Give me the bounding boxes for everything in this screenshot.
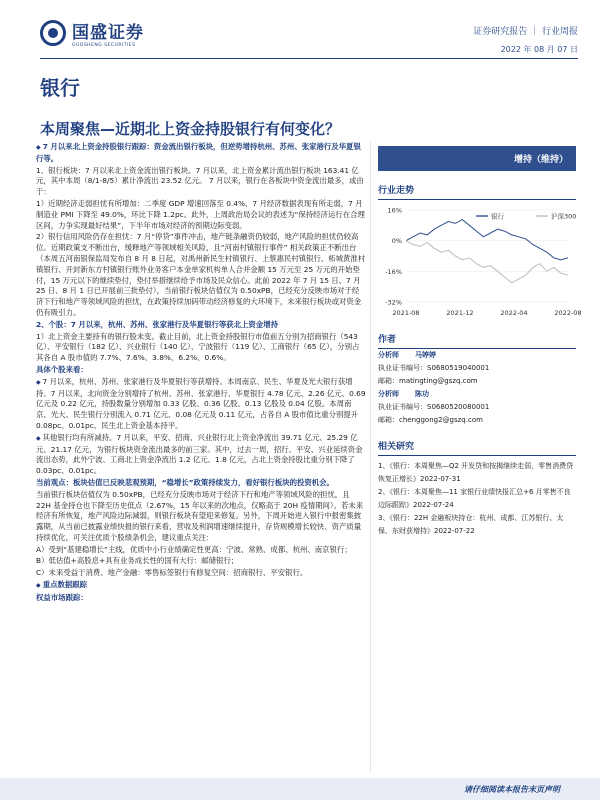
analyst1-role: 分析师 [378,351,399,359]
logo-name-cn: 国盛证券 [72,23,144,43]
legend-label: 银行 [491,212,504,221]
legend-label: 沪深300 [551,212,577,221]
y-tick-label: 0% [391,237,402,246]
y-tick-label: -32% [385,298,402,307]
page-header [0,0,600,64]
analyst2-name: 陈功 [415,390,429,398]
series-line [406,220,568,260]
report-type: 证券研究报告 ｜ 行业周报 [473,27,578,37]
x-tick-label: 2022-08 [554,309,582,317]
rating-badge: 增持（维持） [378,146,576,171]
view-heading: 当前观点：板块估值已反映悲观预期，“稳增长”政策持续发力，看好银行板块的投资机会。 [36,477,334,487]
analyst2-email[interactable]: 邮箱：chenggong2@gszq.com [378,416,483,424]
report-date: 2022 年 08 月 07 日 [500,45,578,54]
recommend-b: B）低估值+高股息+具有业务成长性的国有大行：邮储银行； [36,556,239,566]
trend-title: 行业走势 [378,183,576,200]
analyst2-cert: 执业证书编号：S0680520080001 [378,403,490,411]
brand-logo [40,18,144,48]
column-divider [370,142,371,772]
data-tracking-heading: ◆ 重点数据跟踪 [36,580,366,592]
related-item[interactable]: 1、《银行：本周聚焦—Q2 开发贷和按揭继续走弱，零售消费贷恢复正增长》2022-07-31 [378,462,574,483]
trend-chart-svg [378,200,582,320]
stocks-subheading: 具体个股来看： [36,364,88,374]
analyst1-email[interactable]: 邮箱：matingting@gszq.com [378,377,478,385]
paragraph-increase: ◆ 7 月以来，杭州、苏州、张家港行及华夏银行等获增持。本周南京、民生、华夏及光大银行获增持。7 月以来，北向资金分别增持了杭州、苏州、张家港行、华夏银行 4.78 亿元、2.26 亿元、0.69 亿元及 0.22 亿元，持股数量分别增加 0.33 亿股、0.36 亿股、0.13 亿股及 0.04 亿股。本周南京、光大、民生银行分别流入 0.71 亿元、0.08 亿元及 0.11 亿元，占各自 A 股市值比重分别提升 0.08pc、0.01pc。民生北上资金基本持平。 [36,377,366,432]
recommend-a: A）受到“基建稳增长”主线，优质中小行业绩确定性更高：宁波、常熟、成都、杭州、南京银行； [36,544,352,554]
recommend-c: C）未来受益于消费、地产金融：零售标签银行有修复空间：招商银行、平安银行。 [36,568,308,578]
logo-name-en: GUOSHENG SECURITIES [72,43,136,48]
paragraph-macro: 1）近期经济走弱担忧有所增加：二季度 GDP 增速回落至 0.4%、7 月经济数据表现有所走弱，7 月制造业 PMI 下降至 49.0%，环比下降 1.2pc。此外，上周政治局会议的表述为“保持经济运行在合理区间，力争实现最好结果”，下半年市场对经济的预期边际变弱。 [36,198,365,230]
author-title: 作者 [378,332,576,349]
paragraph-view: 当前银行板块估值仅为 0.50xPB，已经充分反映市场对于经济下行和地产等领域风险的担忧，且 22H 基金持仓也下降至历史低点（2.67%，15 年以来的次地点，仅略高于 20H 疫情期间）。若未来经济有所恢复，地产风险边际减弱，则银行板块有望迎来修复。另外，下周开始进入银行中报密集披露期，从当前已披露业绩快报的银行来看，营收及利润增速继续提升，存贷规模增长较快、资产质量持续优化，可关注优质个股绩条机会，建议重点关注： [36,489,364,542]
paragraph-credit-risk: 2）银行信用风险仍存在担忧：7 月“停贷”事件冲击，地产链条融资仍较弱，地产风险的担忧仍较高位。近期政策支不断出台，缓释地产等领域相关风险，且“河南村镇银行事件” 相关政策正不断出台（本周五河南银保监局发布自 8 月 8 日起，对禹州新民生村镇银行、上蔡惠民村镇银行、柘城黄淮村镇银行、开封新东方村镇银行账外业务客户本金单家机构单人合并金额 15 万元至 25 万元的开始垫付，15 万元以下的继续垫付，垫付举措继续给予市场及民众信心。此前 2022 年 7 月 15 日、7 月 25 日、8 月 1 日已开展前三批垫付），当前银行板块估值仅为 0.50xPB，已经充分反映市场对于经济下行和地产等领域风险的担忧，在政策持续加码带动经济修复的大环境下，未来银行板块或对资金仍有吸引力。 [36,232,366,317]
header-divider [40,58,578,59]
related-title: 相关研究 [378,439,576,456]
x-tick-label: 2022-04 [500,309,528,317]
paragraph-sector: 1、银行板块：7 月以来北上资金流出银行板块。7 月以来，北上资金累计流出银行板块 163.41 亿元，其中本周（8/1-8/5）累计净流出 23.52 亿元。 7 月以来，银行在各板块中资金流出最多，或由于： [36,165,364,197]
footer-disclaimer: 请仔细阅读本报告末页声明 [464,785,560,794]
page-footer [0,778,600,800]
equity-tracking-heading: 权益市场跟踪： [36,592,88,602]
industry-name: 银行 [40,76,80,100]
trend-chart [378,200,582,320]
analyst2-role: 分析师 [378,390,399,398]
summary-heading: ◆ 7 月以来北上资金持股银行跟踪：资金流出银行板块，但逆势增持杭州、苏州、张家港行及华夏银行等。 [36,142,366,165]
report-body [36,142,366,605]
sidebar [378,146,582,538]
x-tick-label: 2021-12 [446,309,474,317]
y-tick-label: -16% [385,267,402,276]
y-tick-label: 16% [387,206,402,215]
related-item[interactable]: 3、《银行：22H 金融板块持仓：杭州、成都、江苏银行、太保、东财获增持》2022-07-22 [378,514,564,535]
report-title: 本周聚焦—近期北上资金持股银行有何变化？ [40,120,341,138]
paragraph-holdings: 1）北上资金主要持有的银行股未变。截止目前，北上资金持股银行市值前五分别为招商银行（543 亿）、平安银行（182 亿）、兴业银行（140 亿）、宁波银行（119 亿）、工商银行（65 亿），分别占其各自 A 股市值的 7.7%、7.6%、3.8%、6.2%、0.6%。 [36,331,360,363]
series-line [406,241,568,283]
paragraph-decrease: ◆ 其他银行均有所减持。7 月以来，平安、招商、兴业银行北上资金净流出 39.71 亿元、25.29 亿元、21.17 亿元，为银行板块资金流出最多的前三家。其中，过去一周，招行、平安、兴业延续资金流出态势，此外宁波、工商北上资金净流出 1.2 亿元、1.8 亿元，占北上资金持股比重分别下降了 0.03pc、0.01pc。 [36,433,366,477]
analyst1-name: 马婷婷 [415,351,436,359]
x-tick-label: 2021-08 [392,309,420,317]
logo-icon [40,20,66,46]
stocks-heading: 2、个股：7 月以来，杭州、苏州、张家港行及华夏银行等获北上资金增持 [36,319,278,329]
analyst1-cert: 执业证书编号：S0680519040001 [378,364,490,372]
related-list [378,460,576,538]
author-block [378,349,576,427]
related-item[interactable]: 2、《银行：本周聚焦—11 家银行业绩快报汇总+6 月零售不良边际跟踪》2022-07-24 [378,488,571,509]
